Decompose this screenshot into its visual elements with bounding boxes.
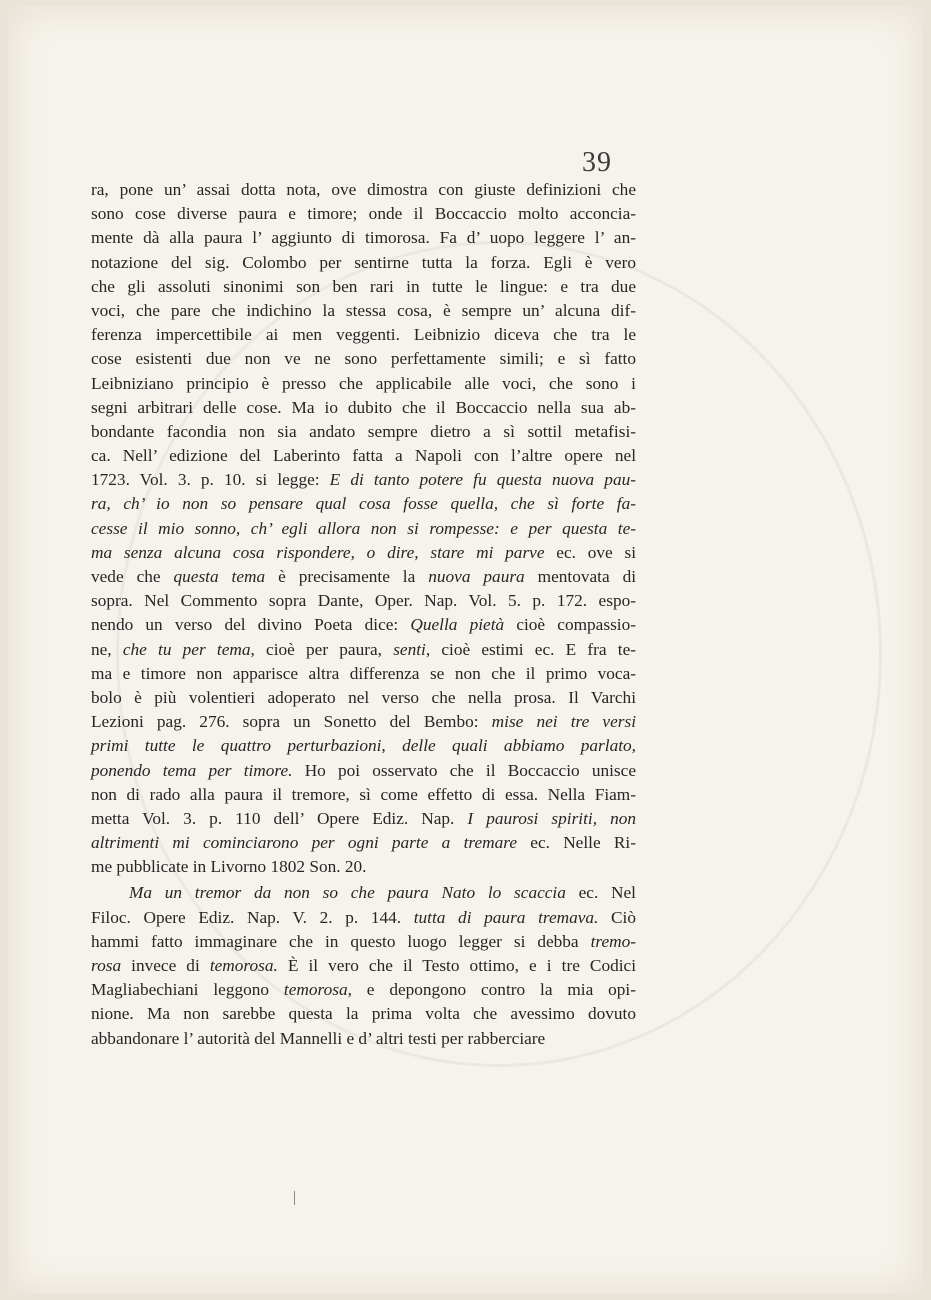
- italic-quote: tutta di paura tremava.: [413, 907, 599, 927]
- text-segment: È il vero che il Testo ottimo, e i tre Codici: [277, 956, 637, 975]
- italic-quote: ponendo tema per timore.: [91, 760, 293, 780]
- body-text: [91, 178, 636, 1051]
- text-line: [91, 783, 636, 807]
- text-segment: che gli assoluti sinonimi son ben rari in tutte le lingue: e tra due: [91, 276, 636, 296]
- italic-quote: tremo-: [590, 931, 636, 951]
- text-segment: notazione del sig. Colombo per sentirne tutta la forza. Egli è vero: [91, 252, 636, 272]
- italic-quote: rosa: [91, 956, 122, 975]
- text-segment: Lezioni pag. 276. sopra un Sonetto del Bembo:: [91, 712, 492, 732]
- text-segment: ra, pone un’ assai dotta nota, ove dimostra con giuste definizioni che: [91, 180, 636, 199]
- text-line: [91, 178, 636, 202]
- text-segment: metta Vol. 3. p. 110 dell’ Opere Ediz. Nap.: [91, 808, 468, 828]
- text-segment: è precisamente la: [265, 567, 429, 586]
- italic-quote: questa tema: [173, 567, 266, 586]
- text-line: [91, 978, 636, 1002]
- italic-quote: cesse il mio sonno, ch’ egli allora non si rompesse: e per questa te-: [91, 518, 636, 538]
- text-line: [91, 589, 636, 613]
- text-segment: voci, che pare che indichino la stessa cosa, è sempre un’ alcuna dif-: [91, 300, 636, 320]
- text-segment: Magliabechiani leggono: [91, 980, 284, 1000]
- text-line: [91, 613, 636, 637]
- text-segment: bondante facondia non sia andato sempre dietro a sì sottil metafisi-: [91, 421, 636, 441]
- text-segment: nione. Ma non sarebbe questa la prima volta che avessimo dovuto: [91, 1004, 636, 1024]
- text-line: [91, 444, 636, 468]
- italic-quote: primi tutte le quattro perturbazioni, delle quali abbiamo parlato,: [91, 736, 636, 756]
- italic-quote: I paurosi spiriti, non: [467, 808, 636, 828]
- text-line: [91, 226, 636, 250]
- italic-quote: nuova paura: [428, 567, 525, 586]
- text-line: [91, 906, 636, 930]
- text-segment: nendo un verso del divino Poeta dice:: [91, 615, 411, 635]
- text-segment: ec. ove si: [544, 542, 636, 562]
- italic-quote: ma senza alcuna cosa rispondere, o dire, stare mi parve: [91, 542, 545, 562]
- text-line: [91, 323, 636, 347]
- italic-quote: temorosa: [283, 980, 348, 1000]
- text-line: [91, 831, 636, 855]
- italic-quote: senti: [393, 639, 426, 659]
- italic-quote: che tu per tema: [122, 639, 251, 659]
- text-segment: , cioè per paura,: [250, 639, 394, 659]
- text-segment: sono cose diverse paura e timore; onde il Boccaccio molto acconcia-: [91, 204, 636, 224]
- text-line: [91, 807, 636, 831]
- text-segment: ec. Nelle Ri-: [517, 833, 636, 853]
- text-segment: me pubblicate in Livorno 1802 Son. 20.: [91, 857, 367, 877]
- text-segment: invece di: [121, 956, 210, 975]
- italic-quote: altrimenti mi cominciarono per ogni parte a tremare: [91, 833, 517, 853]
- text-line: [91, 759, 636, 783]
- text-segment: bolo è più volentieri adoperato nel verso che nella prosa. Il Varchi: [91, 687, 636, 707]
- text-segment: ec. Nel: [565, 883, 636, 903]
- text-segment: Filoc. Opere Ediz. Nap. V. 2. p. 144.: [91, 907, 414, 927]
- italic-quote: Ma un tremor da non so che paura Nato lo scaccia: [129, 883, 566, 903]
- text-segment: segni arbitrari delle cose. Ma io dubito che il Boccaccio nella sua ab-: [91, 397, 636, 417]
- text-segment: Ho poi osservato che il Boccaccio unisce: [292, 760, 637, 780]
- text-line: [91, 930, 636, 954]
- paragraph-2: [91, 881, 636, 1050]
- text-segment: sopra. Nel Commento sopra Dante, Oper. Nap. Vol. 5. p. 172. espo-: [91, 591, 636, 611]
- text-line: [91, 855, 636, 879]
- text-line: [91, 662, 636, 686]
- text-segment: cose esistenti due non ve ne sono perfettamente simili; e sì fatto: [91, 349, 636, 369]
- text-segment: , e depongono contro la mia opi-: [347, 980, 636, 1000]
- text-segment: cioè compassio-: [504, 615, 636, 635]
- text-line: [91, 202, 636, 226]
- text-line: [91, 468, 636, 492]
- italic-quote: E di tanto potere fu questa nuova pau-: [329, 470, 636, 490]
- text-segment: mentovata di: [524, 567, 637, 586]
- text-line: [91, 734, 636, 758]
- text-segment: ma e timore non apparisce altra differenza se non che il primo voca-: [91, 663, 636, 683]
- text-segment: Leibniziano principio è presso che applicabile alle voci, che sono i: [91, 373, 636, 393]
- text-line: [91, 396, 636, 420]
- page-number: 39: [582, 147, 612, 178]
- text-line: [91, 710, 636, 734]
- text-line: [91, 420, 636, 444]
- text-line: [91, 275, 636, 299]
- text-segment: abbandonare l’ autorità del Mannelli e d’ altri testi per rabberciare: [91, 1028, 546, 1048]
- italic-quote: mise nei tre versi: [491, 712, 636, 732]
- book-page: [8, 6, 923, 1294]
- text-line: [91, 541, 636, 565]
- text-segment: , cioè estimi ec. E fra te-: [425, 639, 637, 659]
- paragraph-1: [91, 178, 636, 879]
- text-segment: vede che: [91, 567, 174, 586]
- text-segment: 1723. Vol. 3. p. 10. si legge:: [91, 470, 330, 490]
- text-segment: non di rado alla paura il tremore, sì come effetto di essa. Nella Fiam-: [91, 784, 636, 804]
- text-line: [91, 299, 636, 323]
- text-line: [91, 1002, 636, 1026]
- text-segment: mente dà alla paura l’ aggiunto di timorosa. Fa d’ uopo leggere l’ an-: [91, 228, 636, 248]
- text-line: [91, 372, 636, 396]
- text-line: [91, 686, 636, 710]
- text-segment: hammi fatto immaginare che in questo luogo legger si debba: [91, 931, 591, 951]
- text-line: [91, 347, 636, 371]
- text-line: [91, 1027, 636, 1051]
- text-segment: ferenza impercettibile ai men veggenti. Leibnizio diceva che tra le: [91, 325, 636, 345]
- text-segment: ca. Nell’ edizione del Laberinto fatta a Napoli con l’altre opere nel: [91, 446, 636, 466]
- italic-quote: Quella pietà: [410, 615, 505, 635]
- text-segment: ne,: [91, 639, 123, 659]
- italic-quote: temorosa.: [209, 956, 278, 975]
- text-line: [91, 954, 636, 978]
- text-line: [91, 517, 636, 541]
- text-line: [91, 492, 636, 516]
- text-line: [91, 638, 636, 662]
- margin-mark: [294, 1191, 295, 1205]
- text-line: [91, 565, 636, 589]
- text-segment: Ciò: [598, 907, 637, 927]
- italic-quote: ra, ch’ io non so pensare qual cosa fosse quella, che sì forte fa-: [91, 494, 636, 514]
- text-line: [91, 881, 636, 905]
- text-line: [91, 251, 636, 275]
